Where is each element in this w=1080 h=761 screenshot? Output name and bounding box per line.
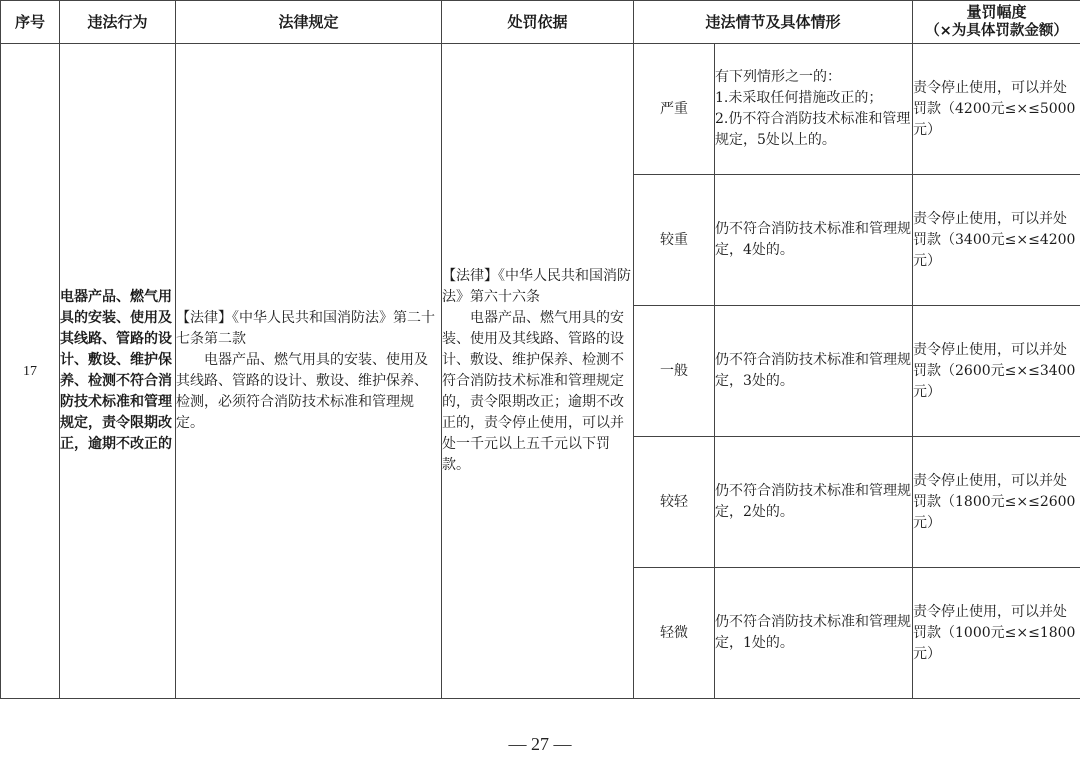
header-act: 违法行为 [60,1,176,44]
level-detail [715,44,913,175]
level-label: 较重 [634,175,715,306]
law-title: 【法律】《中华人民共和国消防法》第二十七条第二款 [176,310,435,347]
penalty-range: 责令停止使用，可以并处罚款（1000元≤×≤1800元） [913,568,1080,699]
row-number: 17 [1,44,60,699]
penalty-range: 责令停止使用，可以并处罚款（4200元≤×≤5000元） [913,44,1080,175]
header-range-line2: （×为具体罚款金额） [925,23,1068,39]
table-row [1,44,1080,175]
header-circumstances: 违法情节及具体情形 [634,1,913,44]
level-label: 严重 [634,44,715,175]
level-label: 轻微 [634,568,715,699]
violation-act: 电器产品、燃气用具的安装、使用及其线路、管路的设计、敷设、维护保养、检测不符合消防技术标准和管理规定，责令限期改正，逾期不改正的 [60,44,176,699]
detail-line: 1.未采取任何措施改正的； [715,90,883,106]
detail-line: 仍不符合消防技术标准和管理规定，2处的。 [715,483,911,520]
detail-line: 2.仍不符合消防技术标准和管理规定，5处以上的。 [715,111,911,148]
header-row [1,1,1080,44]
header-range-line1: 量罚幅度 [966,3,1027,21]
header-law: 法律规定 [176,1,442,44]
header-basis: 处罚依据 [442,1,634,44]
level-detail [715,568,913,699]
basis-body: 电器产品、燃气用具的安装、使用及其线路、管路的设计、敷设、维护保养、检测不符合消防技术标准和管理规定的，责令限期改正；逾期不改正的，责令停止使用，可以并处一千元以上五千元以下罚款。 [442,310,624,473]
law-body: 电器产品、燃气用具的安装、使用及其线路、管路的设计、敷设、维护保养、检测，必须符合消防技术标准和管理规定。 [176,352,428,431]
detail-line: 仍不符合消防技术标准和管理规定，1处的。 [715,614,911,651]
legal-provision [176,44,442,699]
penalty-basis [442,44,634,699]
level-label: 较轻 [634,437,715,568]
level-detail [715,306,913,437]
detail-line: 有下列情形之一的： [715,69,841,85]
level-label: 一般 [634,306,715,437]
detail-line: 仍不符合消防技术标准和管理规定，4处的。 [715,221,911,258]
header-range [913,1,1080,44]
penalty-range: 责令停止使用，可以并处罚款（2600元≤×≤3400元） [913,306,1080,437]
detail-line: 仍不符合消防技术标准和管理规定，3处的。 [715,352,911,389]
table-body [1,44,1080,699]
basis-title: 【法律】《中华人民共和国消防法》第六十六条 [442,268,631,305]
header-no: 序号 [1,1,60,44]
penalty-range: 责令停止使用，可以并处罚款（3400元≤×≤4200元） [913,175,1080,306]
level-detail [715,175,913,306]
page-number: — 27 — [508,734,572,754]
level-detail [715,437,913,568]
penalty-range: 责令停止使用，可以并处罚款（1800元≤×≤2600元） [913,437,1080,568]
